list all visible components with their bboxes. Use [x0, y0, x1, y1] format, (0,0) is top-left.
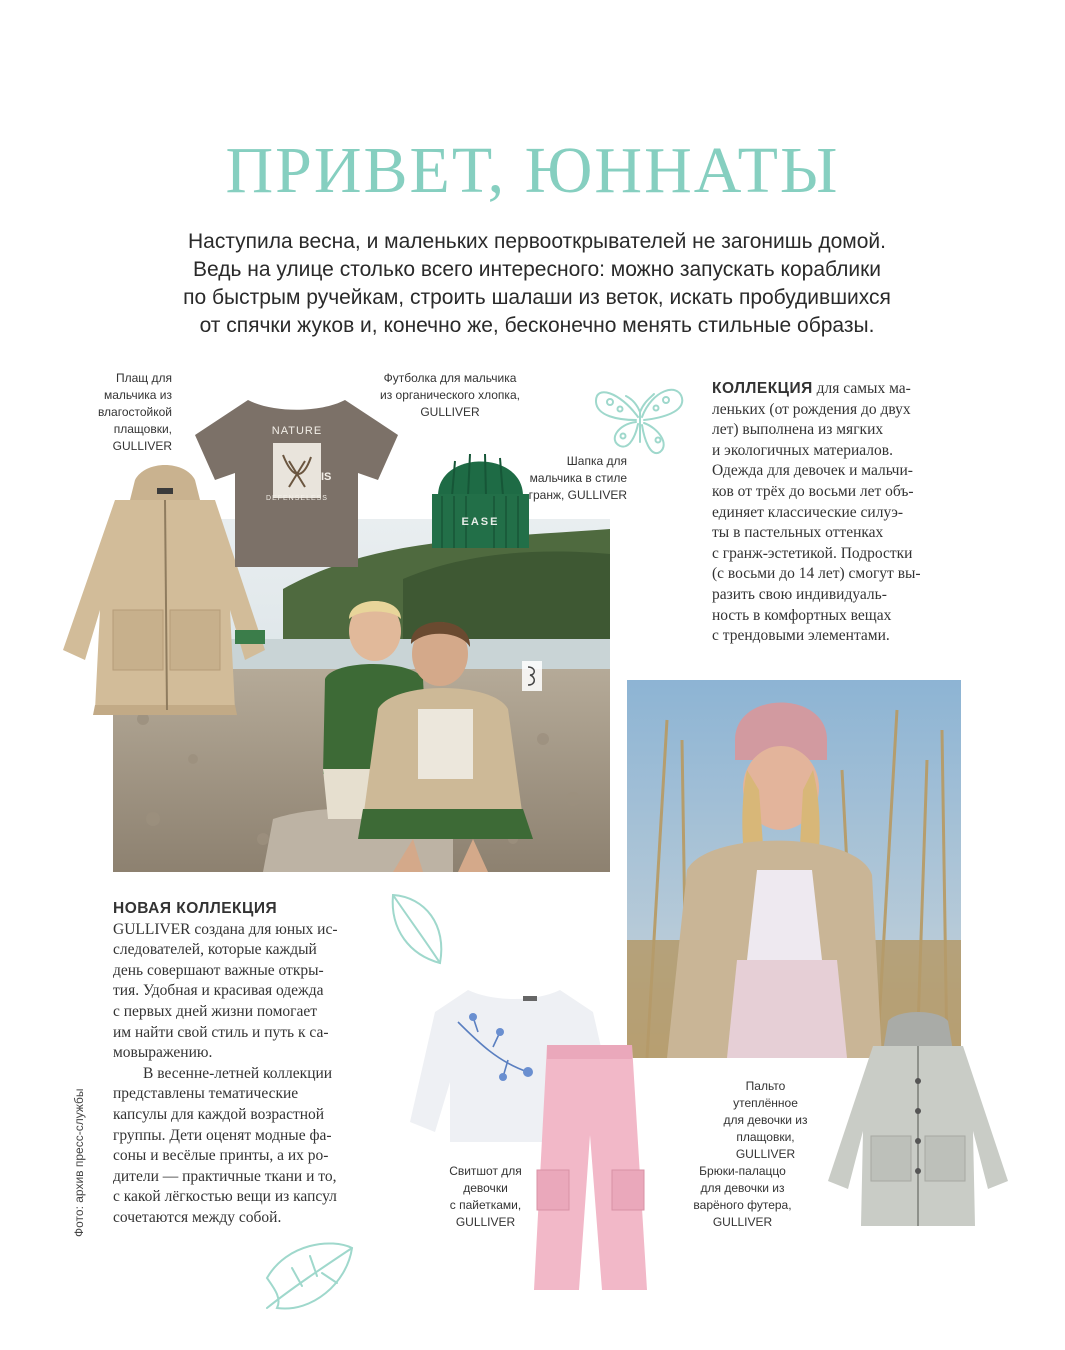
- caption-line: гранж, GULLIVER: [528, 488, 627, 502]
- lead-line: Наступила весна, и маленьких первооткрывателей не загонишь домой.: [187, 230, 886, 253]
- tshirt-image: [193, 395, 400, 570]
- tshirt-print-top: NATURE: [271, 425, 323, 437]
- text-line: единяет классические силуэ-: [712, 503, 904, 521]
- caption-line: мальчика в стиле: [529, 471, 627, 485]
- caption-line: GULLIVER: [712, 1215, 773, 1229]
- text-line: соны и весёлые принты, а их ро-: [113, 1147, 329, 1165]
- text-line: представлены тематические: [113, 1085, 299, 1103]
- lead-line: Ведь на улице столько всего интересного: можно запускать кораблики: [193, 258, 881, 281]
- collection-first-line: для самых ма-: [812, 380, 911, 397]
- caption-line: влагостойкой: [97, 405, 172, 419]
- caption-line: девочки: [463, 1181, 508, 1195]
- text-line: GULLIVER создана для юных ис-: [113, 920, 338, 938]
- lead-line: по быстрым ручейкам, строить шалаши из веток, искать пробудившихся: [183, 286, 891, 309]
- leaf-icon: [385, 885, 450, 970]
- collection-heading: КОЛЛЕКЦИЯ: [712, 380, 813, 397]
- caption-line: Футболка для мальчика: [383, 371, 517, 385]
- reeds-scene: [627, 680, 961, 1058]
- lead-paragraph: [112, 228, 962, 340]
- caption-line: GULLIVER: [112, 439, 172, 453]
- caption-line: GULLIVER: [735, 1147, 796, 1161]
- caption-coat-girl: [713, 1078, 818, 1163]
- caption-line: GULLIVER: [455, 1215, 516, 1229]
- caption-line: варёного футера,: [693, 1198, 792, 1212]
- caption-line: с пайетками,: [449, 1198, 522, 1212]
- butterfly-icon: [590, 372, 690, 462]
- coat-girl-image: [823, 1011, 1015, 1229]
- text-line: дители — практичные ткани и то,: [113, 1167, 337, 1185]
- text-line: тия. Удобная и красивая одежда: [113, 982, 324, 1000]
- text-line: следователей, которые каждый: [113, 941, 317, 959]
- caption-line: Плащ для: [115, 371, 172, 385]
- text-line: сочетаются между собой.: [113, 1208, 282, 1226]
- caption-line: Шапка для: [566, 454, 627, 468]
- text-line: леньких (от рождения до двух: [712, 400, 911, 418]
- tshirt-print-mid: IS: [321, 471, 332, 483]
- text-line: с какой лёгкостью вещи из капсул: [113, 1188, 337, 1206]
- text-line: Одежда для девочек и мальчи-: [712, 462, 913, 480]
- caption-line: для девочки из: [700, 1181, 785, 1195]
- caption-line: плащовки,: [113, 422, 172, 436]
- text-line: ты в пастельных оттенках: [712, 524, 884, 542]
- brand-emblem-icon: [522, 661, 542, 691]
- text-line: капсулы для каждой возрастной: [113, 1105, 325, 1123]
- text-line: ность в комфортных вещах: [712, 606, 892, 624]
- lead-line: от спячки жуков и, конечно же, бесконечно менять стильные образы.: [199, 314, 875, 337]
- text-line: группы. Дети оценят модные фа-: [113, 1126, 332, 1144]
- caption-line: мальчика из: [103, 388, 172, 402]
- text-line: с трендовыми элементами.: [712, 627, 890, 645]
- beanie-image: [430, 446, 531, 550]
- text-line: ков от трёх до восьми лет объ-: [712, 482, 914, 500]
- photo-credit: Фото: архив пресс-службы: [72, 1088, 86, 1237]
- caption-line: Свитшот для: [449, 1164, 522, 1178]
- text-line: мовыражению.: [113, 1044, 213, 1062]
- collection-text: [712, 379, 972, 647]
- text-line: им найти свой стиль и путь к са-: [113, 1023, 329, 1041]
- beanie-shape: [430, 446, 531, 550]
- text-line: разить свою индивидуаль-: [712, 585, 887, 603]
- tshirt-shape: [193, 395, 400, 570]
- caption-line: Брюки-палаццо: [699, 1164, 786, 1178]
- caption-pants: [690, 1163, 795, 1231]
- caption-line: Пальто утеплённое: [733, 1079, 798, 1110]
- caption-line: GULLIVER: [420, 405, 480, 419]
- text-line: В весенне-летней коллекции: [143, 1064, 333, 1082]
- caption-tshirt: [380, 370, 520, 421]
- page-title: ПРИВЕТ, ЮННАТЫ: [225, 134, 840, 207]
- text-line: лет) выполнена из мягких: [712, 421, 884, 439]
- photo-girl-reeds: [627, 680, 961, 1058]
- text-line: (с восьми до 14 лет) смогут вы-: [712, 565, 921, 583]
- new-collection-text: [113, 899, 393, 1229]
- tshirt-print-bottom: DEFENSELESS: [266, 495, 328, 502]
- caption-coat-boy: [92, 370, 172, 455]
- text-line: с первых дней жизни помогает: [113, 1002, 318, 1020]
- text-line: с гранж-эстетикой. Подростки: [712, 544, 913, 562]
- caption-line: из органического хлопка,: [380, 388, 520, 402]
- text-line: и экологичных материалов.: [712, 441, 893, 459]
- text-line: день совершают важные откры-: [113, 961, 324, 979]
- caption-line: для девочки из: [723, 1113, 808, 1127]
- caption-line: плащовки,: [736, 1130, 795, 1144]
- caption-sweatshirt: [448, 1163, 523, 1231]
- pants-image: [532, 1040, 649, 1293]
- beanie-label: EASE: [461, 516, 500, 528]
- leaf-bottom-icon: [262, 1238, 357, 1323]
- new-collection-heading: НОВАЯ КОЛЛЕКЦИЯ: [113, 900, 278, 917]
